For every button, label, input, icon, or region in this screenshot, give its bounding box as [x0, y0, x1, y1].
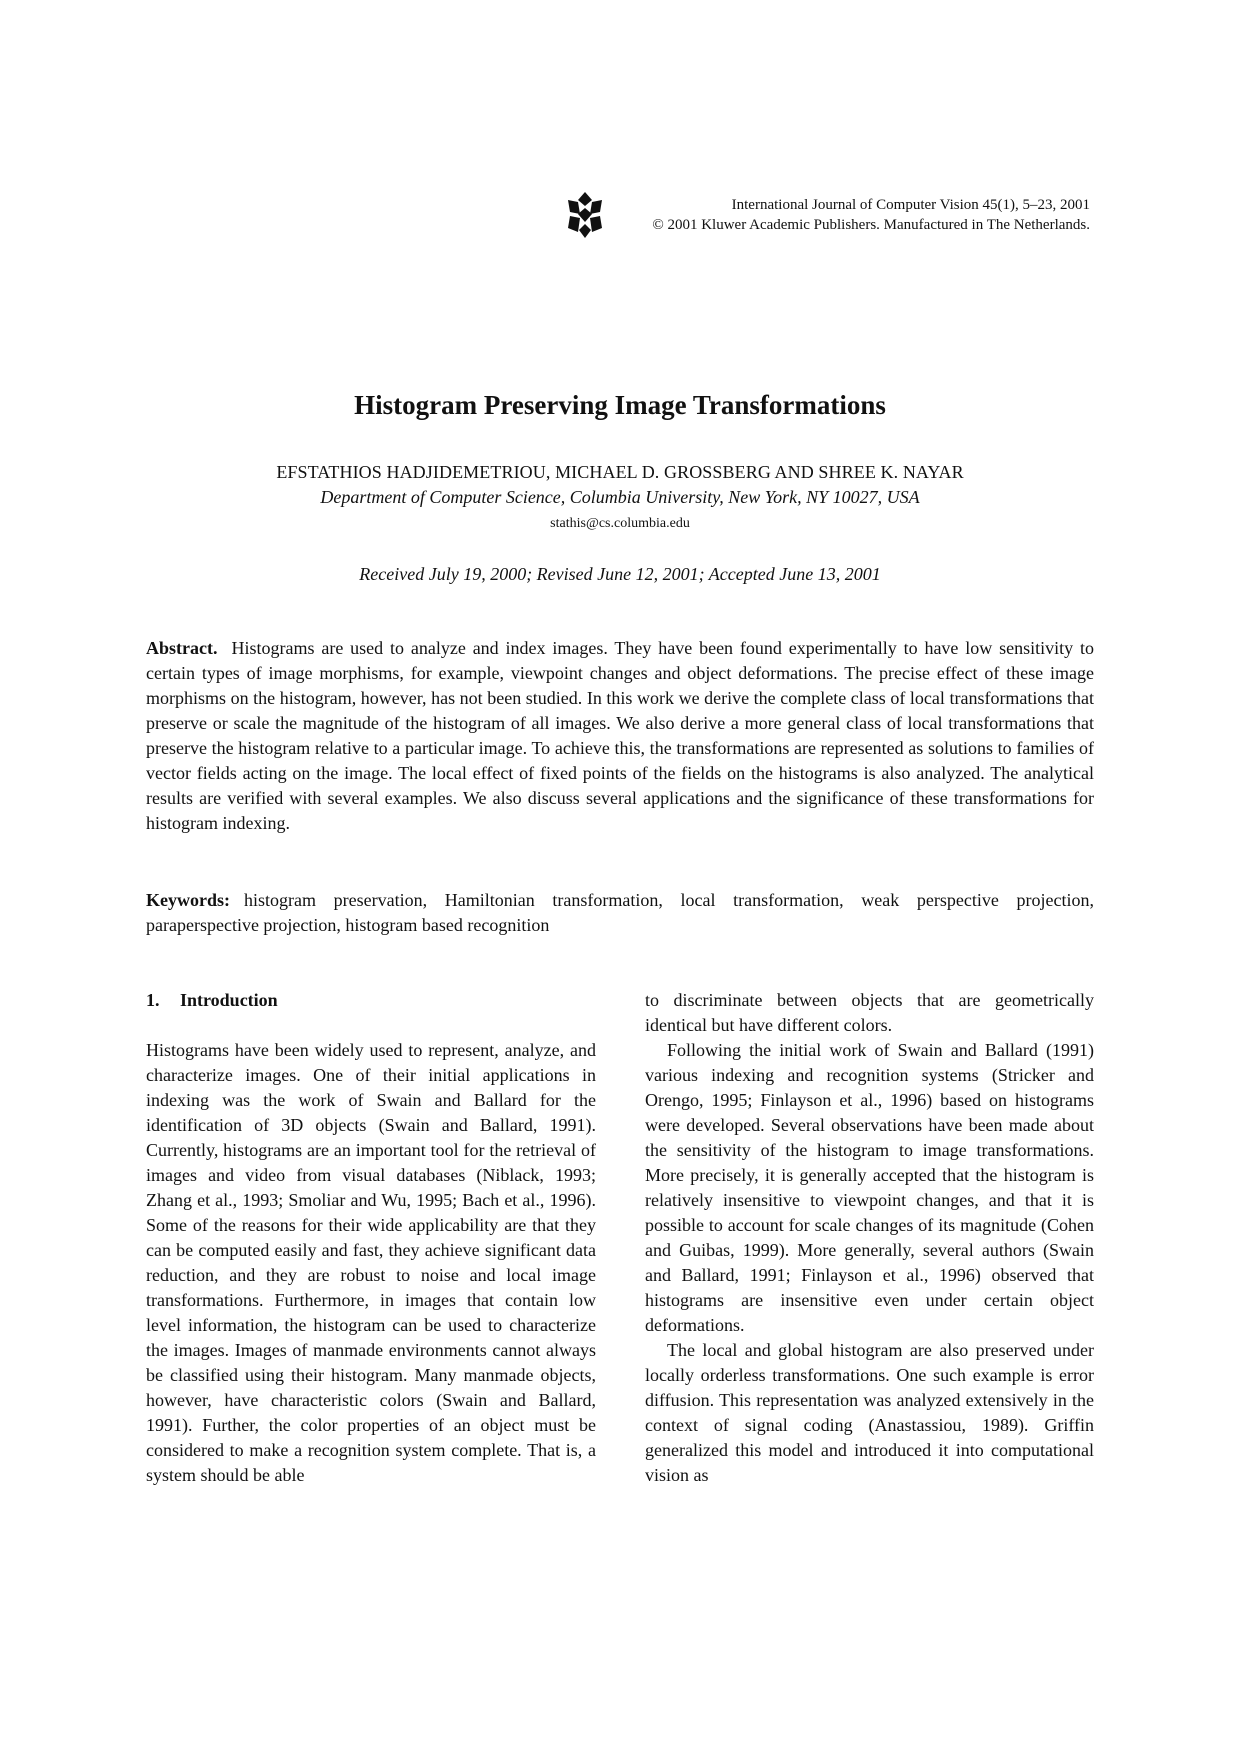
section-title: Introduction — [180, 990, 278, 1010]
paper-authors: EFSTATHIOS HADJIDEMETRIOU, MICHAEL D. GROSSBERG AND SHREE K. NAYAR — [276, 462, 964, 482]
abstract-label: Abstract. — [146, 638, 218, 658]
paper-title: Histogram Preserving Image Transformations — [354, 390, 886, 420]
paragraph: to discriminate between objects that are geometrically identical but have different colors. — [645, 990, 1094, 1035]
section-heading — [146, 988, 596, 1013]
keywords-label: Keywords: — [146, 890, 230, 910]
author-email: stathis@cs.columbia.edu — [550, 516, 690, 531]
paragraph: Histograms have been widely used to represent, analyze, and characterize images. One of their initial applications in indexing was the work of Swain and Ballard for the identification of 3D objects (Swain and Ballard, 1991). Currently, histograms are an important tool for the retrieval of images and video from visual databases (Niblack, 1993; Zhang et al., 1993; Smoliar and Wu, 1995; Bach et al., 1996). Some of the reasons for their wide applicability are that they can be computed easily and fast, they achieve significant data reduction, and they are robust to noise and local image transformations. Furthermore, in images that contain low level information, the histogram can be used to characterize the images. Images of manmade environments cannot always be classified using their histogram. Many manmade objects, however, have characteristic colors (Swain and Ballard, 1991). Further, the color properties of an object must be considered to make a recognition system complete. That is, a system should be able — [146, 1040, 596, 1485]
left-column — [146, 988, 596, 1488]
journal-citation — [652, 195, 1090, 235]
abstract-text: Histograms are used to analyze and index images. They have been found experimentally to have low sensitivity to certain types of image morphisms, for example, viewpoint changes and object deformations. The precise effect of these image morphisms on the histogram, however, has not been studied. In this work we derive the complete class of local transformations that preserve or scale the magnitude of the histogram of all images. We also derive a more general class of local transformations that preserve the histogram relative to a particular image. To achieve this, the transformations are represented as solutions to families of vector fields acting on the image. The local effect of fixed points of the fields on the histograms is also analyzed. The analytical results are verified with several examples. We also discuss several applications and the significance of these transformations for histogram indexing. — [146, 638, 1094, 833]
publisher-logo-icon — [566, 192, 604, 238]
abstract — [146, 636, 1094, 836]
journal-header — [560, 192, 1090, 242]
journal-line: International Journal of Computer Vision 45(1), 5–23, 2001 — [731, 197, 1090, 213]
paragraph: The local and global histogram are also preserved under locally orderless transformations. One such example is error diffusion. This representation was analyzed extensively in the context of signal coding (Anastassiou, 1989). Griffin generalized this model and introduced it into computational vision as — [645, 1340, 1094, 1485]
paper-affiliation: Department of Computer Science, Columbia University, New York, NY 10027, USA — [320, 487, 920, 507]
paragraph: Following the initial work of Swain and Ballard (1991) various indexing and recognition systems (Stricker and Orengo, 1995; Finlayson et al., 1996) based on histograms were developed. Several observations have been made about the sensitivity of the histogram to image transformations. More precisely, it is generally accepted that the histogram is relatively insensitive to viewpoint changes, and that it is possible to account for scale changes of its magnitude (Cohen and Guibas, 1999). More generally, several authors (Swain and Ballard, 1991; Finlayson et al., 1996) observed that histograms are insensitive even under certain object deformations. — [645, 1040, 1094, 1335]
section-number: 1. — [146, 990, 160, 1010]
right-column — [645, 988, 1094, 1488]
copyright-line: © 2001 Kluwer Academic Publishers. Manufactured in The Netherlands. — [652, 217, 1090, 233]
submission-dates: Received July 19, 2000; Revised June 12, 2001; Accepted June 13, 2001 — [359, 564, 881, 584]
keywords-text: histogram preservation, Hamiltonian transformation, local transformation, weak perspective projection, paraperspective projection, histogram based recognition — [146, 890, 1094, 935]
keywords — [146, 888, 1094, 938]
